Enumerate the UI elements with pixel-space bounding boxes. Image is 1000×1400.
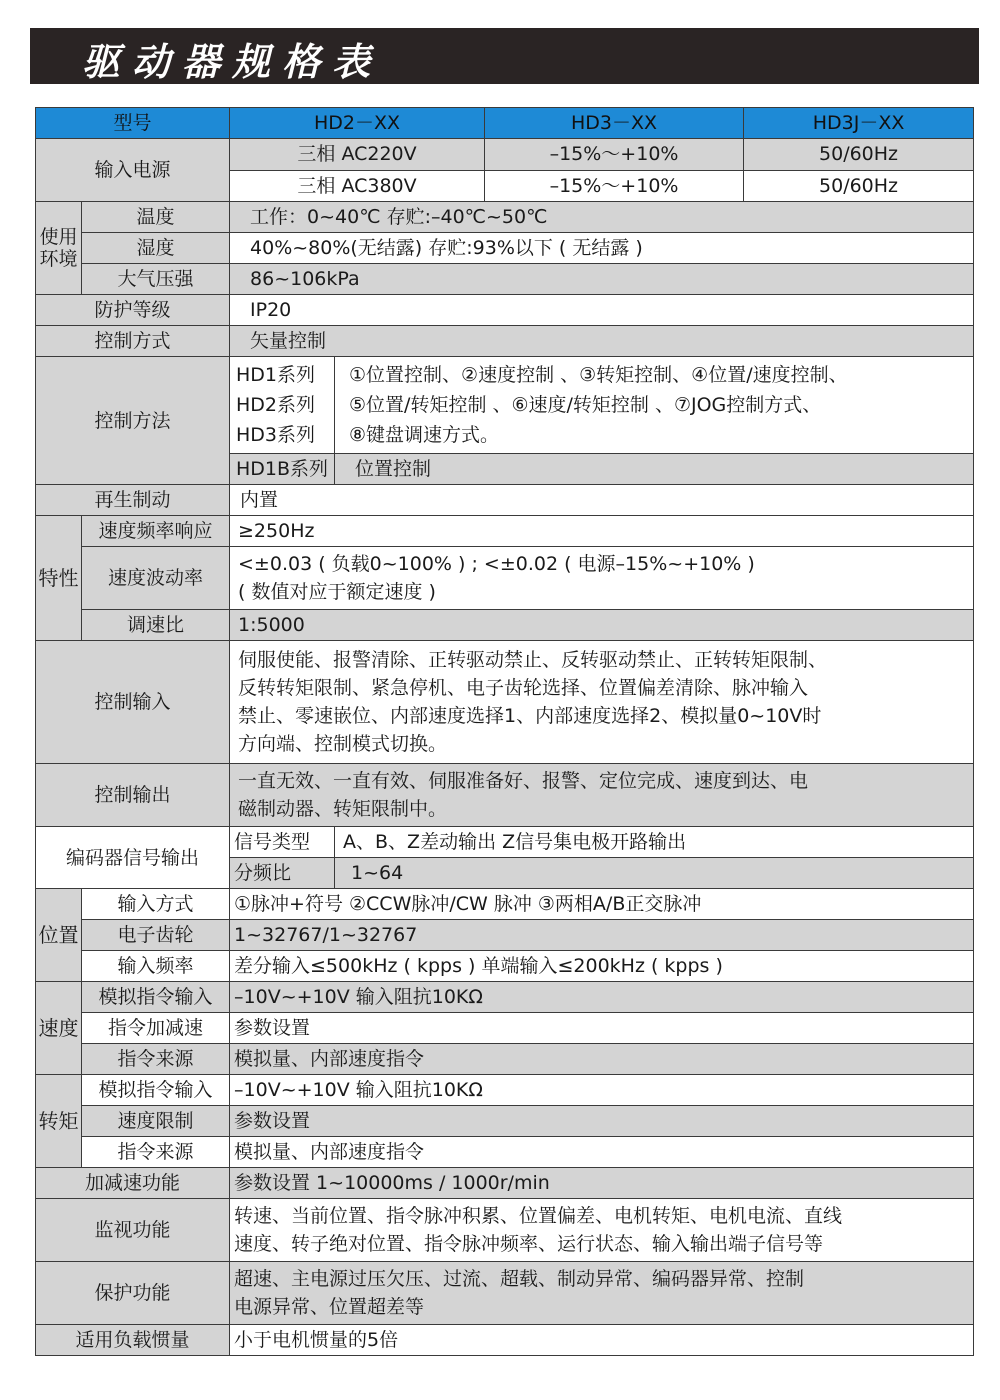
speed-accel-row [36,1013,974,1044]
accel-decel-value: 参数设置 1~10000ms / 1000r/min [230,1168,974,1199]
protect-line: 电源异常、位置超差等 [234,1296,425,1318]
environment-group-label: 使用环境 [36,202,82,295]
position-group-label: 位置 [36,889,82,982]
monitor-label: 监视功能 [36,1199,230,1262]
title-banner [30,28,979,84]
control-method-modes [335,357,974,454]
position-gear-value: 1~32767/1~32767 [230,920,974,951]
position-frequency-row [36,951,974,982]
speed-accel-value: 参数设置 [230,1013,974,1044]
control-input-line: 伺服使能、报警清除、正转驱动禁止、反转驱动禁止、正转转矩限制、 [238,649,828,671]
encoder-type-row [36,827,974,858]
inertia-value: 小于电机惯量的5倍 [230,1325,974,1356]
protect-value [230,1262,974,1325]
torque-analog-row [36,1075,974,1106]
control-output-line: 一直无效、一直有效、伺服准备好、报警、定位完成、速度到达、电 [238,770,809,792]
torque-limit-row [36,1106,974,1137]
env-pressure-value: 86~106kPa [230,264,974,295]
control-input-row [36,641,974,764]
speed-analog-label: 模拟指令输入 [82,982,230,1013]
control-method-label: 控制方法 [36,357,230,485]
input-power-voltage: 三相 AC380V [230,170,485,202]
protect-label: 保护功能 [36,1262,230,1325]
speed-source-value: 模拟量、内部速度指令 [230,1044,974,1075]
char-fluctuation-value [230,547,974,610]
accel-decel-row [36,1168,974,1199]
torque-source-value: 模拟量、内部速度指令 [230,1137,974,1168]
torque-analog-value: –10V~+10V 输入阻抗10KΩ [230,1075,974,1106]
encoder-division-value: 1~64 [335,858,974,889]
control-method-row-a [36,357,974,454]
characteristics-group-label: 特性 [36,516,82,641]
env-temp-row [36,202,974,233]
monitor-row [36,1199,974,1262]
regen-brake-value: 内置 [230,485,974,516]
accel-decel-label: 加减速功能 [36,1168,230,1199]
input-power-row-1 [36,139,974,171]
torque-group-label: 转矩 [36,1075,82,1168]
encoder-type-value: A、B、Z差动输出 Z信号集电极开路输出 [335,827,974,858]
env-temp-value: 工作：0~40℃ 存贮:–40℃~50℃ [230,202,974,233]
control-output-label: 控制输出 [36,764,230,827]
position-input-mode-value: ①脉冲+符号 ②CCW脉冲/CW 脉冲 ③两相A/B正交脉冲 [230,889,974,920]
control-input-line: 禁止、零速嵌位、内部速度选择1、内部速度选择2、模拟量0~10V时 [238,705,822,727]
inertia-label: 适用负载惯量 [36,1325,230,1356]
protection-level-row [36,295,974,326]
char-response-label: 速度频率响应 [82,516,230,547]
control-method-line: ①位置控制、②速度控制 、③转矩控制、④位置/速度控制、 [349,364,848,386]
speed-source-label: 指令来源 [82,1044,230,1075]
position-gear-row [36,920,974,951]
char-fluctuation-row [36,547,974,610]
monitor-value [230,1199,974,1262]
control-input-label: 控制输入 [36,641,230,764]
speed-source-row [36,1044,974,1075]
control-input-line: 反转转矩限制、紧急停机、电子齿轮选择、位置偏差清除、脉冲输入 [238,677,809,699]
spec-table-container [35,107,973,1387]
torque-source-row [36,1137,974,1168]
env-humidity-label: 湿度 [82,233,230,264]
env-pressure-row [36,264,974,295]
position-input-mode-row [36,889,974,920]
input-power-tolerance: –15%～+10% [485,139,744,171]
env-pressure-label: 大气压强 [82,264,230,295]
position-gear-label: 电子齿轮 [82,920,230,951]
env-humidity-row [36,233,974,264]
series-hd2: HD2系列 [236,394,316,416]
monitor-line: 速度、转子绝对位置、指令脉冲频率、运行状态、输入输出端子信号等 [234,1233,824,1255]
encoder-output-label: 编码器信号输出 [36,827,230,889]
protection-level-value: IP20 [230,295,974,326]
input-power-frequency: 50/60Hz [744,170,974,202]
char-response-value: ≥250Hz [230,516,974,547]
char-fluctuation-line: ( 数值对应于额定速度 ) [238,581,436,603]
protect-line: 超速、主电源过压欠压、过流、超载、制动异常、编码器异常、控制 [234,1268,805,1290]
position-input-mode-label: 输入方式 [82,889,230,920]
char-fluctuation-label: 速度波动率 [82,547,230,610]
control-mode-value: 矢量控制 [230,326,974,357]
model-col-1: HD2－XX [230,108,485,139]
control-input-line: 方向端、控制模式切换。 [238,733,448,755]
regen-brake-label: 再生制动 [36,485,230,516]
protect-row [36,1262,974,1325]
torque-analog-label: 模拟指令输入 [82,1075,230,1106]
env-humidity-value: 40%~80%(无结露) 存贮:93%以下 ( 无结露 ) [230,233,974,264]
env-temp-label: 温度 [82,202,230,233]
control-mode-label: 控制方式 [36,326,230,357]
encoder-division-label: 分频比 [230,858,335,889]
torque-source-label: 指令来源 [82,1137,230,1168]
char-ratio-value: 1:5000 [230,610,974,641]
header-row [36,108,974,139]
input-power-frequency: 50/60Hz [744,139,974,171]
control-method-series-list [230,357,335,454]
control-output-row [36,764,974,827]
position-frequency-label: 输入频率 [82,951,230,982]
protection-level-label: 防护等级 [36,295,230,326]
speed-accel-label: 指令加减速 [82,1013,230,1044]
control-method-line: ⑧键盘调速方式。 [349,424,500,446]
control-output-line: 磁制动器、转矩限制中。 [238,798,448,820]
control-method-hd1b-value: 位置控制 [335,454,974,485]
regen-brake-row [36,485,974,516]
spec-table [35,107,974,1356]
series-hd3: HD3系列 [236,424,316,446]
series-hd1: HD1系列 [236,364,316,386]
input-power-voltage: 三相 AC220V [230,139,485,171]
speed-group-label: 速度 [36,982,82,1075]
model-col-3: HD3J－XX [744,108,974,139]
position-frequency-value: 差分输入≤500kHz ( kpps ) 单端输入≤200kHz ( kpps ) [230,951,974,982]
char-response-row [36,516,974,547]
model-col-2: HD3－XX [485,108,744,139]
control-output-value [230,764,974,827]
series-hd1b: HD1B系列 [230,454,335,485]
torque-limit-label: 速度限制 [82,1106,230,1137]
speed-analog-value: –10V~+10V 输入阻抗10KΩ [230,982,974,1013]
monitor-line: 转速、当前位置、指令脉冲积累、位置偏差、电机转矩、电机电流、直线 [234,1205,843,1227]
speed-analog-row [36,982,974,1013]
control-method-line: ⑤位置/转矩控制 、⑥速度/转矩控制 、⑦JOG控制方式、 [349,394,822,416]
char-ratio-label: 调速比 [82,610,230,641]
inertia-row [36,1325,974,1356]
char-ratio-row [36,610,974,641]
page-title: 驱动器规格表 [82,40,383,84]
control-mode-row [36,326,974,357]
torque-limit-value: 参数设置 [230,1106,974,1137]
input-power-tolerance: –15%～+10% [485,170,744,202]
encoder-type-label: 信号类型 [230,827,335,858]
control-input-value [230,641,974,764]
model-header: 型号 [36,108,230,139]
input-power-label: 输入电源 [36,139,230,202]
char-fluctuation-line: <±0.03 ( 负载0~100% ) ; <±0.02 ( 电源–15%~+10% ) [238,553,755,575]
